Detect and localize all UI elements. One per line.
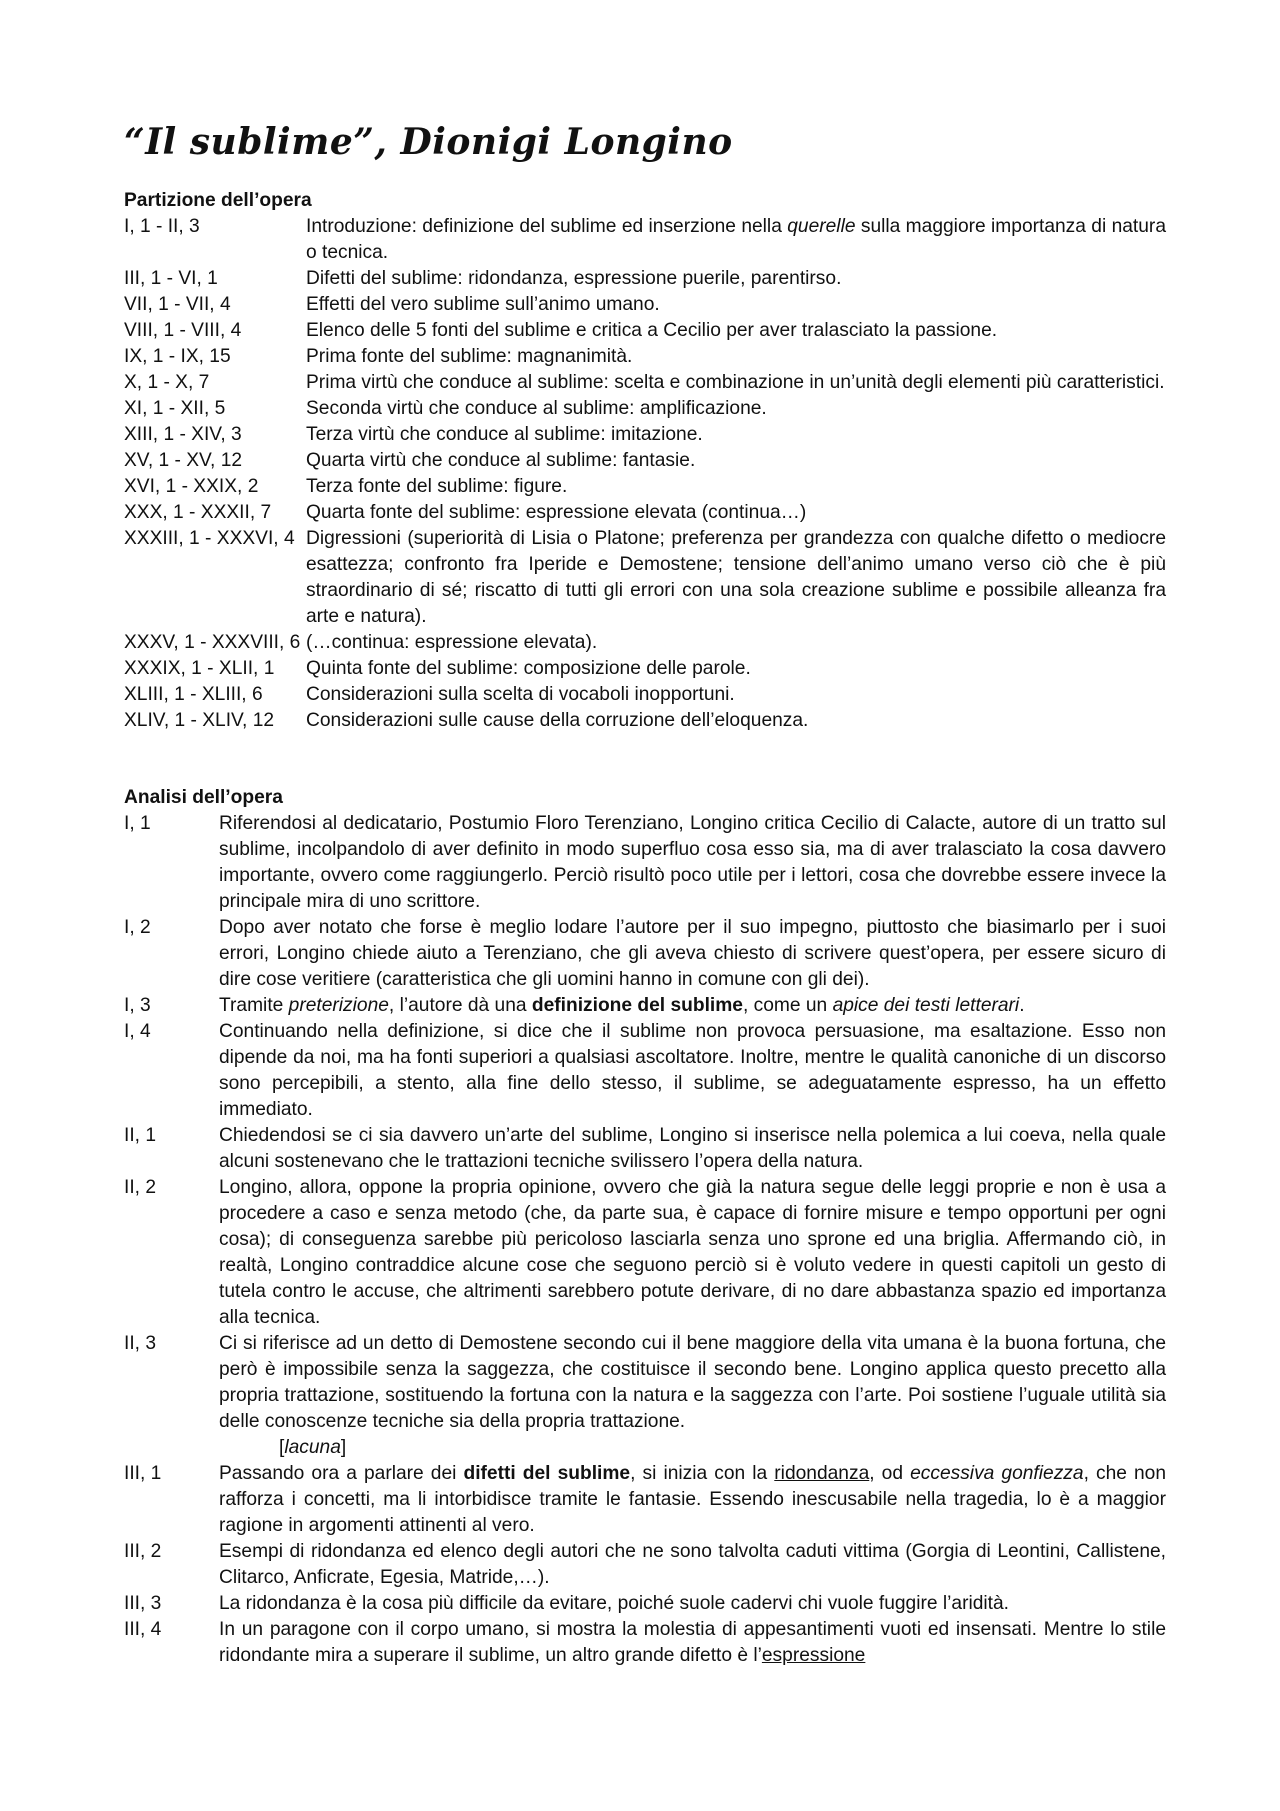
analysis-description: In un paragone con il corpo umano, si mostra la molestia di appesantimenti vuoti ed insensati. Mentre lo stile ridondante mira a superare il sublime, un altro grande difetto è l’espressione	[219, 1619, 1166, 1666]
partition-description: Difetti del sublime: ridondanza, espressione puerile, parentirso.	[306, 268, 842, 289]
partition-description: Prima fonte del sublime: magnanimità.	[306, 346, 633, 367]
partition-ref: XXXIX, 1 - XLII, 1	[124, 658, 275, 679]
analysis-row	[124, 915, 1166, 993]
partition-row	[124, 344, 1166, 370]
analysis-ref: II, 1	[124, 1125, 156, 1146]
analysis-list	[124, 811, 1166, 1669]
partition-ref: XLIV, 1 - XLIV, 12	[124, 710, 275, 731]
partition-ref: IX, 1 - IX, 15	[124, 346, 231, 367]
analysis-description: Continuando nella definizione, si dice che il sublime non provoca persuasione, ma esaltazione. Esso non dipende da noi, ma ha fonti superiori a qualsiasi ascoltatore. Inoltre, mentre le qualità canoniche di un discorso sono percepibili, a stento, alla fine dello stesso, il sublime, se adeguatamente espresso, ha un effetto immediato.	[219, 1021, 1166, 1120]
partition-row	[124, 500, 1166, 526]
partition-description: Prima virtù che conduce al sublime: scelta e combinazione in un’unità degli elementi più caratteristici.	[306, 372, 1165, 393]
analysis-ref: II, 3	[124, 1333, 156, 1354]
partition-description: Elenco delle 5 fonti del sublime e critica a Cecilio per aver tralasciato la passione.	[306, 320, 998, 341]
partition-description: Digressioni (superiorità di Lisia o Platone; preferenza per grandezza con qualche difetto o mediocre esattezza; confronto fra Iperide e Demostene; tensione dell’animo umano verso ciò che è più straordinario di sé; riscatto di tutti gli errori con una sola creazione sublime e possibile alleanza fra arte e natura).	[306, 528, 1166, 627]
analysis-description: Riferendosi al dedicatario, Postumio Floro Terenziano, Longino critica Cecilio di Calacte, autore di un tratto sul sublime, incolpandolo di aver definito in modo superfluo cosa esso sia, ma di aver tralasciato la cosa davvero importante, ovvero come raggiungerlo. Perciò risultò poco utile per i lettori, cosa che dovrebbe essere invece la principale mira di uno scrittore.	[219, 813, 1166, 912]
partition-row	[124, 266, 1166, 292]
analysis-description: Longino, allora, oppone la propria opinione, ovvero che già la natura segue delle leggi proprie e non è usa a procedere a caso e senza metodo (che, da parte sua, è capace di fornire misure e tempo opportuni per ogni cosa); di conseguenza sarebbe più pericoloso lasciarla senza uno sprone ed una briglia. Affermando ciò, in realtà, Longino contraddice alcune cose che seguono perciò si è voluto vedere in questi capitoli un gesto di tutela contro le accuse, che altrimenti sarebbero potute derivare, di no dare abbastanza spazio ed importanza alla tecnica.	[219, 1177, 1166, 1328]
partition-description: Terza virtù che conduce al sublime: imitazione.	[306, 424, 703, 445]
analysis-description: Tramite preterizione, l’autore dà una definizione del sublime, come un apice dei testi letterari.	[219, 995, 1025, 1016]
analysis-row	[124, 811, 1166, 915]
partition-row	[124, 214, 1166, 266]
analysis-ref: I, 3	[124, 995, 151, 1016]
analysis-row	[124, 993, 1166, 1019]
analysis-ref: III, 2	[124, 1541, 162, 1562]
partition-description: Introduzione: definizione del sublime ed inserzione nella querelle sulla maggiore importanza di natura o tecnica.	[306, 216, 1166, 263]
document-title: “Il sublime”, Dionigi Longino	[124, 121, 733, 163]
partition-row	[124, 630, 1166, 656]
partition-row	[124, 448, 1166, 474]
partition-description: Considerazioni sulla scelta di vocaboli inopportuni.	[306, 684, 735, 705]
partition-row	[124, 526, 1166, 630]
partition-ref: VIII, 1 - VIII, 4	[124, 320, 242, 341]
partition-row	[124, 682, 1166, 708]
analysis-ref: I, 1	[124, 813, 151, 834]
partition-ref: XLIII, 1 - XLIII, 6	[124, 684, 263, 705]
partition-ref: XVI, 1 - XXIX, 2	[124, 476, 259, 497]
partition-ref: XXX, 1 - XXXII, 7	[124, 502, 272, 523]
partition-description: Quinta fonte del sublime: composizione delle parole.	[306, 658, 751, 679]
analysis-row	[124, 1435, 1166, 1461]
analysis-row	[124, 1591, 1166, 1617]
partition-description: (…continua: espressione elevata).	[306, 632, 598, 653]
partition-heading: Partizione dell’opera	[124, 190, 312, 211]
partition-row	[124, 396, 1166, 422]
analysis-description: Dopo aver notato che forse è meglio lodare l’autore per il suo impegno, piuttosto che biasimarlo per i suoi errori, Longino chiede aiuto a Terenziano, che gli aveva chiesto di scrivere quest’opera, per essere sicuro di dire cose veritiere (caratteristica che gli uomini hanno in comune con gli dei).	[219, 917, 1166, 990]
partition-row	[124, 370, 1166, 396]
analysis-section	[124, 785, 1166, 1669]
analysis-row	[124, 1331, 1166, 1435]
analysis-row	[124, 1019, 1166, 1123]
lacuna-note: [lacuna]	[279, 1437, 347, 1458]
partition-description: Quarta virtù che conduce al sublime: fantasie.	[306, 450, 696, 471]
analysis-ref: I, 4	[124, 1021, 151, 1042]
analysis-heading: Analisi dell’opera	[124, 787, 283, 808]
partition-ref: XIII, 1 - XIV, 3	[124, 424, 242, 445]
analysis-ref: I, 2	[124, 917, 151, 938]
analysis-description: Passando ora a parlare dei difetti del sublime, si inizia con la ridondanza, od eccessiva gonfiezza, che non rafforza i concetti, ma li intorbidisce tramite le fantasie. Essendo inescusabile nella tragedia, lo è a maggior ragione in argomenti attinenti al vero.	[219, 1463, 1167, 1536]
partition-row	[124, 318, 1166, 344]
analysis-ref: II, 2	[124, 1177, 156, 1198]
partition-row	[124, 422, 1166, 448]
partition-description: Considerazioni sulle cause della corruzione dell’eloquenza.	[306, 710, 809, 731]
partition-row	[124, 474, 1166, 500]
analysis-description: Chiedendosi se ci sia davvero un’arte del sublime, Longino si inserisce nella polemica a lui coeva, nella quale alcuni sostenevano che le trattazioni tecniche svilissero l’opera della natura.	[219, 1125, 1166, 1172]
analysis-row	[124, 1461, 1166, 1539]
analysis-description: Esempi di ridondanza ed elenco degli autori che ne sono talvolta caduti vittima (Gorgia di Leontini, Callistene, Clitarco, Anficrate, Egesia, Matride,…).	[219, 1541, 1166, 1588]
analysis-description: La ridondanza è la cosa più difficile da evitare, poiché suole cadervi chi vuole fuggire l’aridità.	[219, 1593, 1010, 1614]
analysis-row	[124, 1617, 1166, 1669]
partition-row	[124, 708, 1166, 734]
analysis-row	[124, 1123, 1166, 1175]
partition-ref: XXXIII, 1 - XXXVI, 4	[124, 528, 295, 549]
partition-section	[124, 188, 1166, 734]
analysis-ref: III, 1	[124, 1463, 162, 1484]
analysis-ref	[124, 1435, 219, 1461]
partition-description: Quarta fonte del sublime: espressione elevata (continua…)	[306, 502, 807, 523]
partition-description: Terza fonte del sublime: figure.	[306, 476, 568, 497]
partition-description: Effetti del vero sublime sull’animo umano.	[306, 294, 660, 315]
partition-ref: X, 1 - X, 7	[124, 372, 210, 393]
analysis-row	[124, 1175, 1166, 1331]
partition-row	[124, 292, 1166, 318]
analysis-ref: III, 3	[124, 1593, 162, 1614]
partition-ref: XV, 1 - XV, 12	[124, 450, 243, 471]
partition-row	[124, 656, 1166, 682]
partition-list	[124, 214, 1166, 734]
analysis-description: Ci si riferisce ad un detto di Demostene secondo cui il bene maggiore della vita umana è la buona fortuna, che però è impossibile senza la saggezza, che costituisce il secondo bene. Longino applica questo precetto alla propria trattazione, sostituendo la fortuna con la natura e la saggezza con l’arte. Poi sostiene l’uguale utilità sia delle conoscenze tecniche sia della propria trattazione.	[219, 1333, 1166, 1432]
partition-ref: XI, 1 - XII, 5	[124, 398, 226, 419]
analysis-row	[124, 1539, 1166, 1591]
analysis-ref: III, 4	[124, 1619, 162, 1640]
partition-ref: VII, 1 - VII, 4	[124, 294, 231, 315]
partition-ref: I, 1 - II, 3	[124, 216, 200, 237]
partition-description: Seconda virtù che conduce al sublime: amplificazione.	[306, 398, 767, 419]
partition-ref: XXXV, 1 - XXXVIII, 6	[124, 632, 301, 653]
partition-ref: III, 1 - VI, 1	[124, 268, 218, 289]
